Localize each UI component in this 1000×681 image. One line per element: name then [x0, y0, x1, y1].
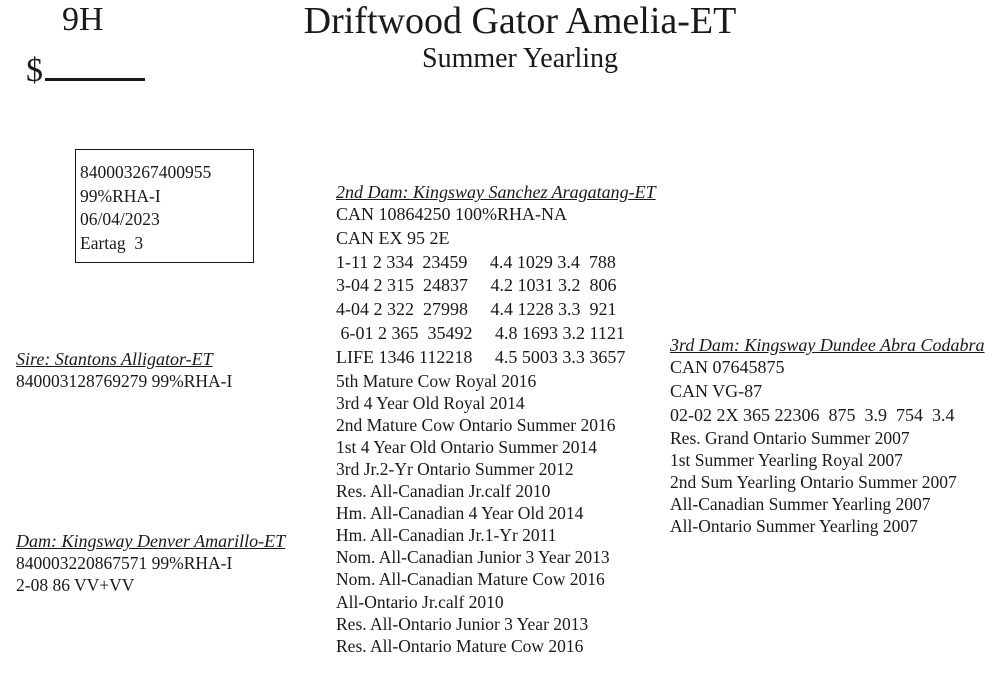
award-item: Res. All-Ontario Junior 3 Year 2013 — [336, 613, 589, 634]
info-breed: 99%RHA-I — [80, 185, 161, 206]
award-item: All-Canadian Summer Yearling 2007 — [670, 494, 931, 515]
award-item: 3rd Jr.2-Yr Ontario Summer 2012 — [336, 458, 574, 479]
award-item: 5th Mature Cow Royal 2016 — [336, 370, 537, 391]
sire-heading: Sire: Stantons Alligator-ET — [16, 349, 213, 369]
animal-class: Summer Yearling — [422, 43, 618, 74]
third-dam-section — [670, 334, 985, 537]
award-item: Nom. All-Canadian Mature Cow 2016 — [336, 569, 605, 590]
award-item: Res. All-Canadian Jr.calf 2010 — [336, 481, 551, 502]
production-record: 4-04 2 322 27998 4.4 1228 3.3 921 — [336, 299, 617, 320]
lot-number: 9H — [62, 1, 104, 38]
award-item: 3rd 4 Year Old Royal 2014 — [336, 392, 525, 413]
award-item: All-Ontario Summer Yearling 2007 — [670, 516, 918, 537]
award-item: 2nd Mature Cow Ontario Summer 2016 — [336, 414, 616, 435]
third-dam-heading: 3rd Dam: Kingsway Dundee Abra Codabra — [670, 335, 985, 355]
dam-registration: 840003220867571 99%RHA-I — [16, 553, 233, 573]
award-item: Res. All-Ontario Mature Cow 2016 — [336, 635, 584, 656]
second-dam-classification: CAN EX 95 2E — [336, 227, 450, 248]
award-item: All-Ontario Jr.calf 2010 — [336, 591, 504, 612]
info-birth-date: 06/04/2023 — [80, 209, 160, 229]
info-id: 840003267400955 — [80, 162, 212, 182]
production-record: 02-02 2X 365 22306 875 3.9 754 3.4 — [670, 404, 955, 425]
dam-section — [16, 530, 285, 596]
price-label: $ — [26, 52, 43, 89]
animal-name: Driftwood Gator Amelia-ET — [303, 0, 737, 42]
production-record: 6-01 2 365 35492 4.8 1693 3.2 1121 — [336, 322, 625, 343]
dam-classification: 2-08 86 VV+VV — [16, 575, 135, 595]
award-item: Nom. All-Canadian Junior 3 Year 2013 — [336, 547, 610, 568]
production-record: 1-11 2 334 23459 4.4 1029 3.4 788 — [336, 251, 616, 272]
sire-section — [16, 348, 232, 392]
second-dam-heading: 2nd Dam: Kingsway Sanchez Aragatang-ET — [336, 182, 656, 202]
award-item: Res. Grand Ontario Summer 2007 — [670, 428, 910, 449]
sire-registration: 840003128769279 99%RHA-I — [16, 371, 233, 391]
production-record: 3-04 2 315 24837 4.2 1031 3.2 806 — [336, 275, 617, 296]
award-item: 2nd Sum Yearling Ontario Summer 2007 — [670, 472, 957, 493]
third-dam-registration: CAN 07645875 — [670, 357, 785, 377]
second-dam-registration: CAN 10864250 100%RHA-NA — [336, 204, 567, 224]
award-item: Hm. All-Canadian Jr.1-Yr 2011 — [336, 525, 557, 546]
award-item: Hm. All-Canadian 4 Year Old 2014 — [336, 503, 584, 524]
dam-heading: Dam: Kingsway Denver Amarillo-ET — [16, 531, 286, 551]
info-box — [75, 149, 254, 263]
production-record: LIFE 1346 112218 4.5 5003 3.3 3657 — [336, 346, 626, 367]
award-item: 1st Summer Yearling Royal 2007 — [670, 450, 903, 471]
third-dam-classification: CAN VG-87 — [670, 380, 763, 401]
award-item: 1st 4 Year Old Ontario Summer 2014 — [336, 436, 598, 457]
info-eartag: Eartag 3 — [80, 232, 144, 253]
second-dam-section — [336, 181, 656, 657]
